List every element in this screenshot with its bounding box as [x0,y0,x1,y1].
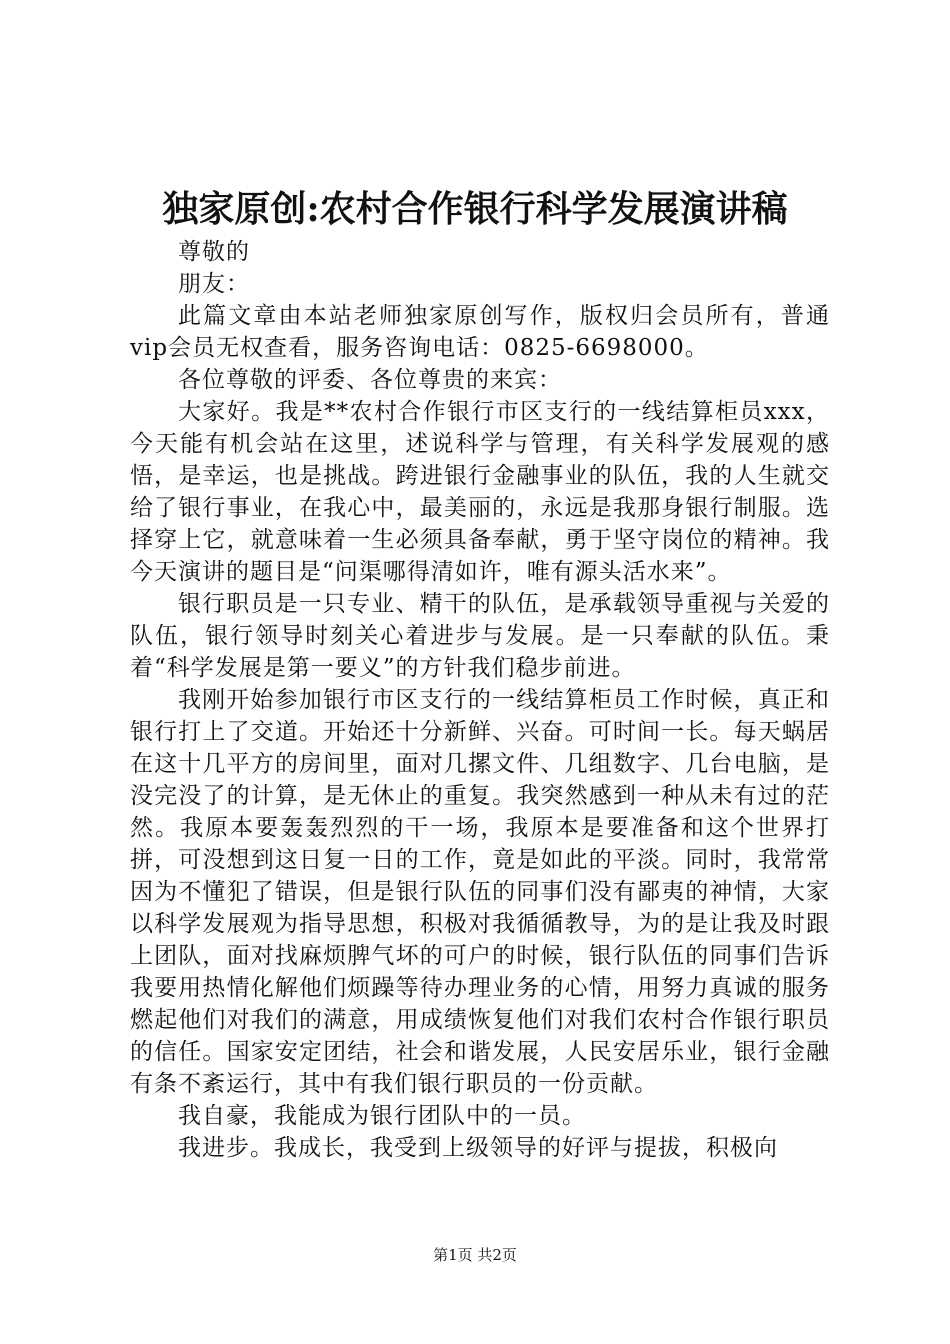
document-body [130,236,830,1164]
paragraph-copyright-notice: 此篇文章由本站老师独家原创写作，版权归会员所有，普通vip会员无权查看，服务咨询电话：0825-6698000。 [130,303,830,361]
document-title: 独家原创:农村合作银行科学发展演讲稿 [162,188,788,230]
paragraph-salutation-1: 尊敬的 [178,239,250,265]
paragraph-salutation-2: 朋友： [178,271,250,297]
page-number: 第1页 共2页 [433,1246,517,1264]
paragraph-experience: 我刚开始参加银行市区支行的一线结算柜员工作时候，真正和银行打上了交道。开始还十分新鲜、兴奋。可时间一长。每天蜗居在这十几平方的房间里，面对几摞文件、几组数字、几台电脑，是没完没了的计算，是无休止的重复。我突然感到一种从未有过的茫然。我原本要轰轰烈烈的干一场，我原本是要准备和这个世界打拼，可没想到这日复一日的工作，竟是如此的平淡。同时，我常常因为不懂犯了错误，但是银行队伍的同事们没有鄙夷的神情，大家以科学发展观为指导思想，积极对我循循教导，为的是让我及时跟上团队，面对找麻烦脾气坏的可户的时候，银行队伍的同事们告诉我要用热情化解他们烦躁等待办理业务的心情，用努力真诚的服务燃起他们对我们的满意，用成绩恢复他们对我们农村合作银行职员的信任。国家安定团结，社会和谐发展，人民安居乐业，银行金融有条不紊运行，其中有我们银行职员的一份贡献。 [130,687,830,1097]
paragraph-greeting: 各位尊敬的评委、各位尊贵的来宾： [178,367,562,393]
paragraph-pride: 我自豪，我能成为银行团队中的一员。 [178,1103,586,1129]
paragraph-team: 银行职员是一只专业、精干的队伍，是承载领导重视与关爱的队伍，银行领导时刻关心着进步与发展。是一只奉献的队伍。秉着“科学发展是第一要义”的方针我们稳步前进。 [130,591,830,681]
paragraph-progress: 我进步。我成长，我受到上级领导的好评与提拔，积极向 [178,1135,778,1161]
paragraph-introduction: 大家好。我是**农村合作银行市区支行的一线结算柜员xxx，今天能有机会站在这里，述说科学与管理，有关科学发展观的感悟，是幸运，也是挑战。跨进银行金融事业的队伍，我的人生就交给了银行事业，在我心中，最美丽的，永远是我那身银行制服。选择穿上它，就意味着一生必须具备奉献，勇于坚守岗位的精神。我今天演讲的题目是“问渠哪得清如许，唯有源头活水来”。 [130,399,830,585]
